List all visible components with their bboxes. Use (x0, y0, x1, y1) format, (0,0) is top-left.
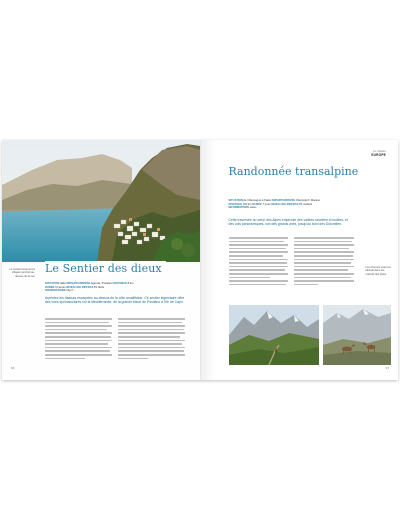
niveau-value: modéré (302, 202, 313, 206)
photo-caption: Les chamois vivent en altitude dans les massifs des Alpes (365, 266, 392, 276)
info-value: http://... (66, 289, 76, 292)
niveau-value: facile (98, 285, 105, 289)
section-tag (371, 150, 386, 157)
body-column-2 (118, 318, 185, 361)
situation-value: de l'Allemagne à l'Italie (243, 199, 271, 202)
alpine-hikers-photo (229, 305, 319, 365)
right-page (201, 140, 399, 380)
book-spread (2, 140, 398, 380)
lead-paragraph: Arpentez les falaises escarpées au-dessus de la côte amalfitaine. Ce sentier légendaire offre des vues spectaculaires sur la Méditerranée, de la grande bleue de Positano à l'île de Capri. (45, 296, 185, 305)
body-column-1 (45, 318, 112, 361)
duree-value: 3 heures (55, 285, 66, 289)
situation-value: Italie (60, 282, 66, 285)
info-label: INFORMATIONS (45, 289, 66, 292)
trail-info (45, 282, 185, 293)
body-text-columns (229, 237, 354, 287)
page-number: 97 (385, 366, 389, 370)
body-column-2 (294, 237, 354, 287)
distance-value: 160 km (242, 202, 252, 206)
coastline-photo (2, 140, 200, 262)
situation-label: SITUATION (228, 199, 243, 202)
page-number: 96 (11, 366, 15, 370)
niveau-label: NIVEAU DE DIFFICULTÉ (271, 202, 303, 206)
info-label: INFORMATIONS (228, 206, 250, 209)
chamois-photo (323, 305, 391, 365)
info-value: www... (249, 206, 258, 209)
distance-label: DISTANCE (113, 282, 127, 285)
situation-label: SITUATION (45, 282, 60, 285)
niveau-label: NIVEAU DE DIFFICULTÉ (66, 285, 98, 289)
depart-value: Agerola / Positano (90, 282, 113, 285)
trail-info (229, 199, 349, 210)
distance-label: DISTANCE (228, 202, 243, 206)
article-title: Le Sentier des dieux (45, 261, 166, 275)
lead-paragraph: Cette traversée au cœur des Alpes emprunte des vallées secrètes et isolées, et des cols panoramiques, loin des grands axes, jusqu'au bord des Dolomites. (228, 218, 348, 227)
article-title: Randonnée transalpine (228, 165, 359, 178)
depart-label: DÉPART/ARRIVÉE (66, 282, 91, 285)
duree-value: 7 jours (262, 202, 271, 206)
distance-value: 8 km (127, 282, 134, 285)
body-text-columns (45, 318, 185, 361)
depart-value: Oberstdorf / Merano (295, 199, 320, 202)
section-label: Le chapitre (373, 150, 386, 153)
depart-label: DÉPART/ARRIVÉE (271, 199, 296, 202)
left-page (2, 140, 201, 380)
body-column-1 (229, 237, 289, 287)
section-name: EUROPE (371, 153, 386, 157)
duree-label: DURÉE (45, 285, 55, 289)
photo-caption: Le sentier traverse les villages perchés au-dessus de la mer (9, 268, 35, 278)
duree-label: DURÉE (252, 202, 262, 206)
